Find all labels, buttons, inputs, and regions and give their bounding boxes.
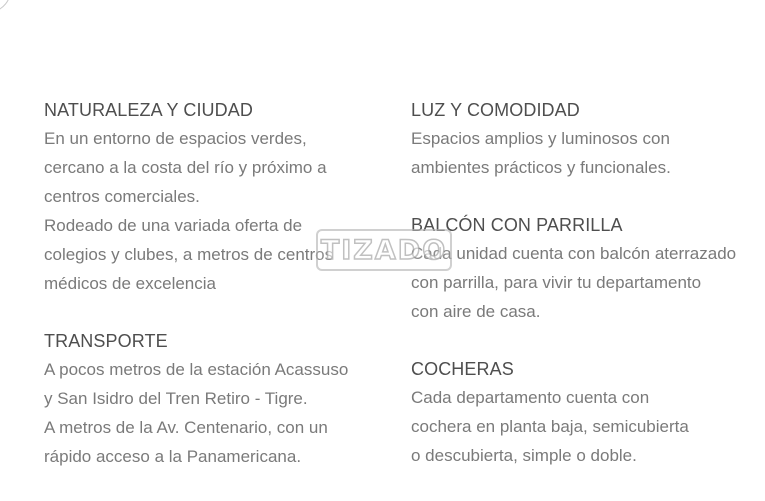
section-luz — [411, 96, 761, 182]
section-heading: NATURALEZA Y CIUDAD — [44, 100, 253, 120]
left-column — [44, 96, 394, 500]
section-balcon — [411, 211, 761, 326]
watermark-logo: TIZADO — [316, 229, 452, 271]
section-transporte — [44, 327, 394, 471]
section-naturaleza — [44, 96, 394, 298]
right-column — [411, 96, 761, 499]
section-heading: BALCÓN CON PARRILLA — [411, 215, 623, 235]
section-text: A pocos metros de la estación Acassuso y San Isidro del Tren Retiro - Tigre. A metros de la Av. Centenario, con un rápido acceso a la Panamericana. — [44, 360, 349, 466]
section-text: Cada unidad cuenta con balcón aterrazado con parrilla, para vivir tu departamento con aire de casa. — [411, 244, 737, 321]
section-text: Espacios amplios y luminosos con ambientes prácticos y funcionales. — [411, 129, 671, 177]
section-heading: COCHERAS — [411, 359, 514, 379]
corner-decoration — [0, 0, 12, 12]
section-text: En un entorno de espacios verdes, cercano a la costa del río y próximo a centros comerciales. Rodeado de una variada oferta de colegios y clubes, a metros de centros médicos de excelencia — [44, 129, 334, 293]
section-text: Cada departamento cuenta con cochera en planta baja, semicubierta o descubierta, simple o doble. — [411, 388, 689, 465]
section-cocheras — [411, 355, 761, 470]
section-heading: TRANSPORTE — [44, 331, 168, 351]
section-heading: LUZ Y COMODIDAD — [411, 100, 580, 120]
